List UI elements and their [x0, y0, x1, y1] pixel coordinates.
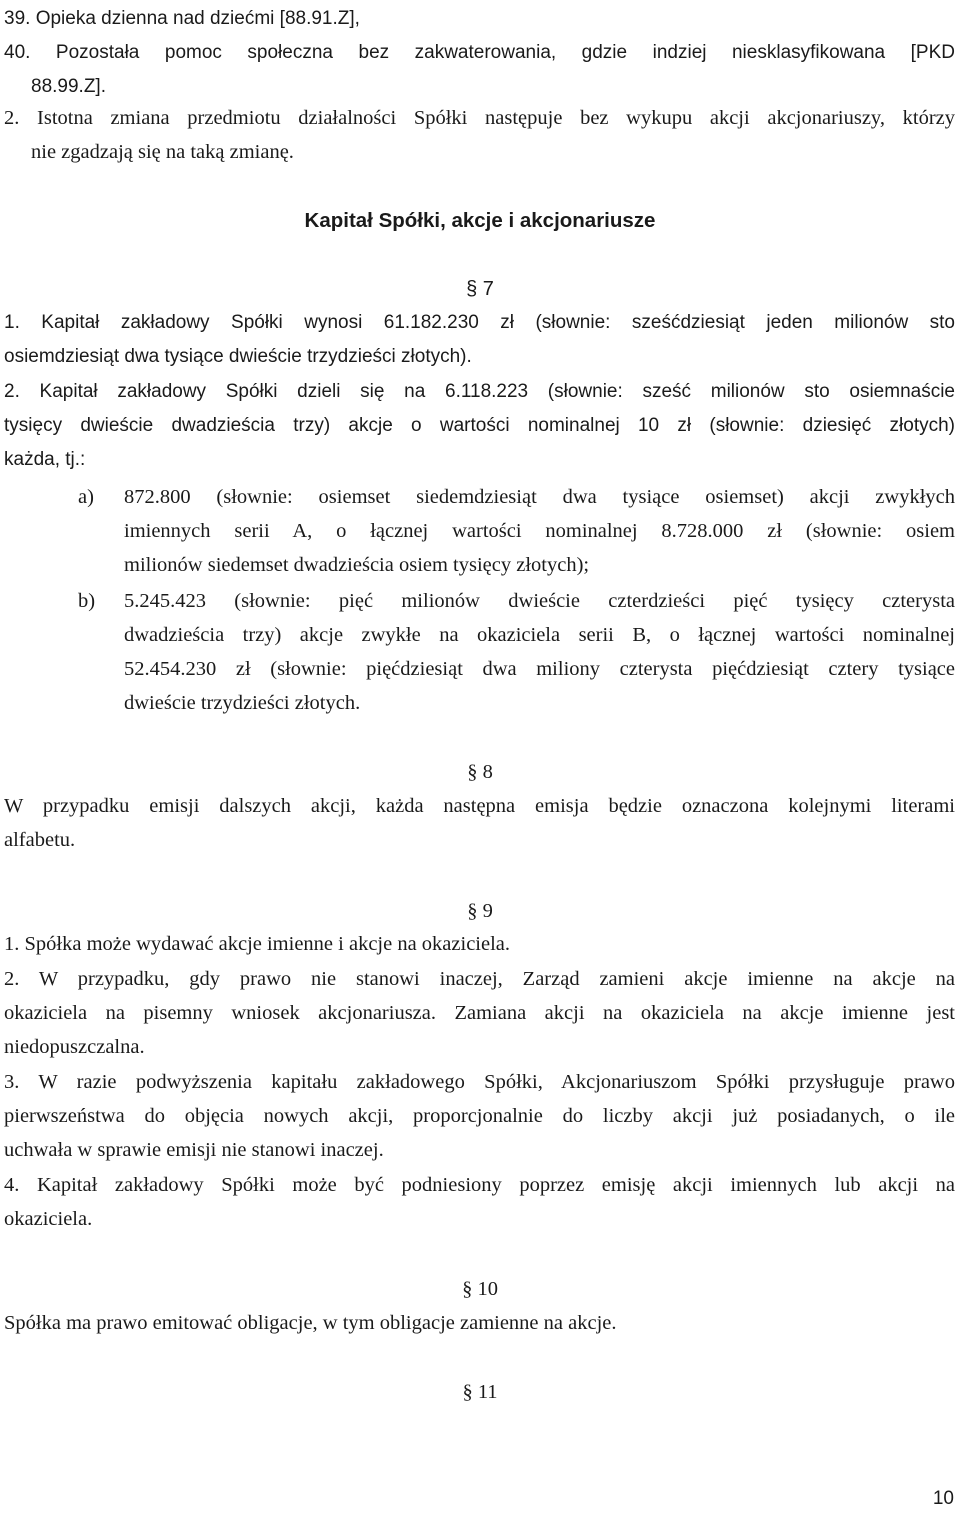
sec9-p2-line1: 2. W przypadku, gdy prawo nie stanowi inaczej, Zarząd zamieni akcje imienne na akcje na	[4, 968, 955, 990]
sec9-p3-line1: 3. W razie podwyższenia kapitału zakładowego Spółki, Akcjonariuszom Spółki przysługuje prawo	[4, 1071, 955, 1093]
sec9-p3-line2: pierwszeństwa do objęcia nowych akcji, proporcjonalnie do liczby akcji już posiadanych, o ile	[4, 1105, 955, 1127]
section-8-mark: § 8	[467, 761, 493, 783]
paragraph-2-line2: nie zgadzają się na taką zmianę.	[31, 141, 294, 163]
sec9-p4-line1: 4. Kapitał zakładowy Spółki może być podniesiony poprzez emisję akcji imiennych lub akcji na	[4, 1174, 955, 1196]
sec7-p1-line2: osiemdziesiąt dwa tysiące dwieście trzydzieści złotych).	[4, 346, 472, 367]
section-heading: Kapitał Spółki, akcje i akcjonariusze	[304, 209, 656, 232]
list-item-40-line2: 88.99.Z].	[31, 76, 106, 97]
sec8-line2: alfabetu.	[4, 829, 76, 851]
section-7-mark: § 7	[466, 278, 494, 300]
list-label-b: b)	[78, 590, 96, 612]
sec9-p1: 1. Spółka może wydawać akcje imienne i akcje na okaziciela.	[4, 933, 511, 955]
section-10-mark: § 10	[462, 1278, 498, 1300]
sec9-p2-line3: niedopuszczalna.	[4, 1036, 145, 1058]
list-item-39: 39. Opieka dzienna nad dziećmi [88.91.Z],	[4, 8, 360, 29]
sec7-p2-line3: każda, tj.:	[4, 449, 86, 470]
sec7-p2-line1: 2. Kapitał zakładowy Spółki dzieli się na 6.118.223 (słownie: sześć milionów sto osiemnaście	[4, 381, 955, 402]
list-item-40-line1: 40. Pozostała pomoc społeczna bez zakwaterowania, gdzie indziej niesklasyfikowana [PKD	[4, 42, 955, 63]
sec9-p2-line2: okaziciela na pisemny wniosek akcjonariusza. Zamiana akcji na okaziciela na akcje imienne jest	[4, 1002, 955, 1024]
item-b-line4: dwieście trzydzieści złotych.	[124, 692, 361, 714]
sec8-line1: W przypadku emisji dalszych akcji, każda następna emisja będzie oznaczona kolejnymi literami	[4, 795, 955, 817]
paragraph-2-line1: 2. Istotna zmiana przedmiotu działalności Spółki następuje bez wykupu akcji akcjonariuszy, którzy	[4, 107, 955, 129]
sec9-p3-line3: uchwała w sprawie emisji nie stanowi inaczej.	[4, 1139, 384, 1161]
item-a-line2: imiennych serii A, o łącznej wartości nominalnej 8.728.000 zł (słownie: osiem	[124, 520, 955, 542]
item-a-line1: 872.800 (słownie: osiemset siedemdziesiąt dwa tysiące osiemset) akcji zwykłych	[124, 486, 955, 508]
sec7-p1-line1: 1. Kapitał zakładowy Spółki wynosi 61.182.230 zł (słownie: sześćdziesiąt jeden milionów sto	[4, 312, 955, 333]
sec7-p2-line2: tysięcy dwieście dwadzieścia trzy) akcje o wartości nominalnej 10 zł (słownie: dziesięć złotych)	[4, 415, 955, 436]
item-b-line3: 52.454.230 zł (słownie: pięćdziesiąt dwa miliony czterysta pięćdziesiąt cztery tysiące	[124, 658, 955, 680]
sec9-p4-line2: okaziciela.	[4, 1208, 93, 1230]
page-number: 10	[932, 1488, 954, 1509]
item-a-line3: milionów siedemset dwadzieścia osiem tysięcy złotych);	[124, 554, 590, 576]
item-b-line2: dwadzieścia trzy) akcje zwykłe na okaziciela serii B, o łącznej wartości nominalnej	[124, 624, 955, 646]
section-9-mark: § 9	[467, 900, 493, 922]
item-b-line1: 5.245.423 (słownie: pięć milionów dwieście czterdzieści pięć tysięcy czterysta	[124, 590, 955, 612]
list-label-a: a)	[78, 486, 94, 508]
section-11-mark: § 11	[462, 1381, 498, 1403]
sec10-line1: Spółka ma prawo emitować obligacje, w tym obligacje zamienne na akcje.	[4, 1312, 617, 1334]
